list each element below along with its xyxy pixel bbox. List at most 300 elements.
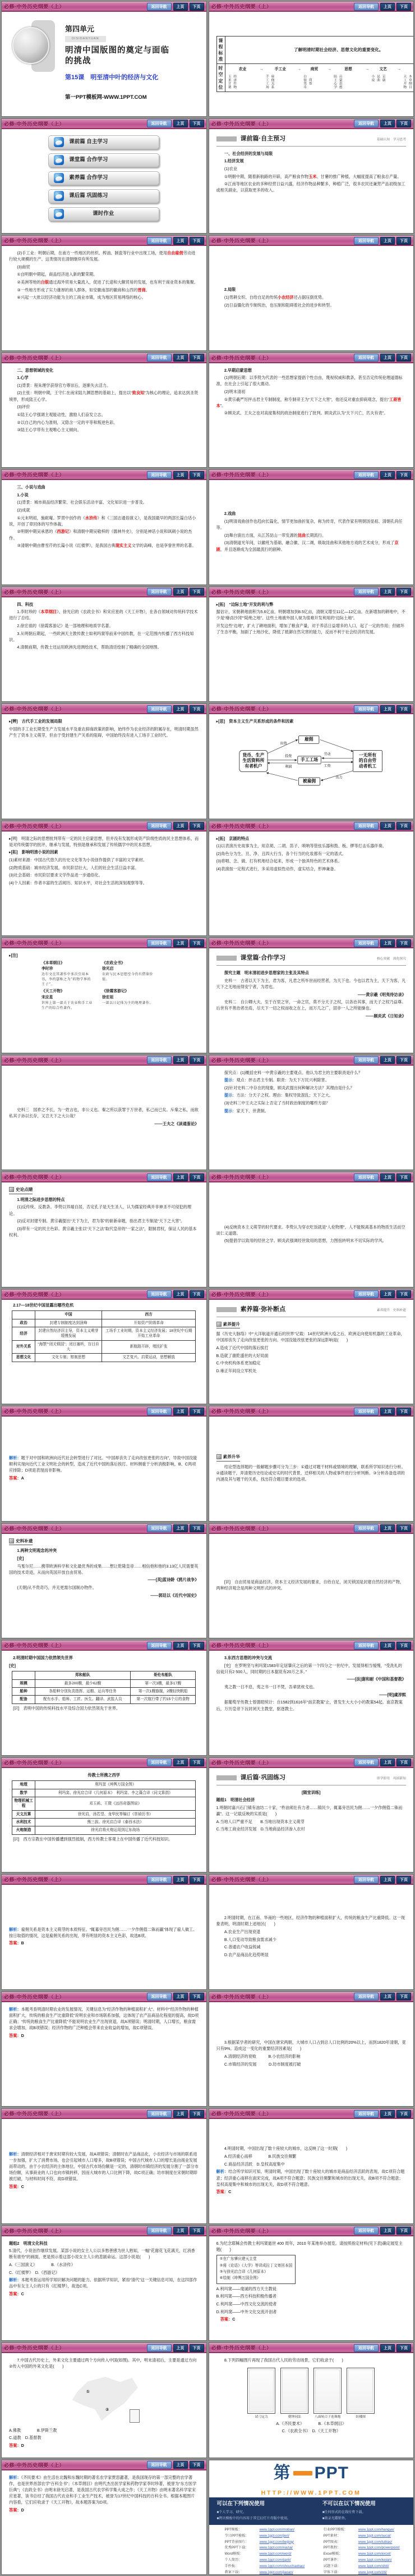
- prev-page-button[interactable]: 上页: [380, 471, 395, 479]
- back-nav-button[interactable]: 返回导航: [354, 1876, 379, 1884]
- slide-body: [2, 2002, 206, 2107]
- section-chip-icon: [216, 1775, 237, 1780]
- next-page-button[interactable]: 下页: [190, 120, 204, 127]
- back-nav-button[interactable]: 返回导航: [147, 3, 172, 11]
- material-box: [216, 2255, 296, 2284]
- text-paragraph: 3.根据某学者的研究，中国在唐宋两朝，大城市人口占到总人口比例的20%以上，而到1820年清朝，竟只有9%。造成这一变化的重要经济因素是( ): [216, 2040, 406, 2052]
- flow-children: [265, 75, 296, 89]
- lesson-series-title: 必修·中外历史纲要（上）: [4, 472, 64, 478]
- next-page-button[interactable]: 下页: [190, 588, 204, 596]
- prev-page-button[interactable]: 上页: [173, 2110, 188, 2118]
- menu-label: 课时作业: [93, 210, 114, 217]
- image-caption: 朝钟同法: [288, 2415, 301, 2419]
- next-page-button[interactable]: 下页: [396, 3, 411, 11]
- next-page-button[interactable]: 下页: [396, 1524, 411, 1532]
- back-nav-button[interactable]: 返回导航: [354, 939, 379, 947]
- slide: [209, 2226, 414, 2341]
- next-page-button[interactable]: 下页: [396, 1056, 411, 1064]
- footer-link[interactable]: www.1ppt.com/sucai/: [358, 2533, 391, 2538]
- menu-button-2[interactable]: [48, 153, 159, 167]
- next-page-button[interactable]: 下页: [396, 354, 411, 362]
- lesson-series-title: 必修·中外历史纲要（上）: [4, 1291, 64, 1298]
- back-nav-button[interactable]: 返回导航: [147, 588, 172, 596]
- footer-link-row: [225, 2533, 309, 2540]
- text-paragraph: (3)社会基础：市民阶层要求文学作品进一步通俗化。: [9, 873, 103, 878]
- direction-2-marker: ②: [105, 2406, 109, 2412]
- back-nav-button[interactable]: 返回导航: [354, 1993, 379, 2000]
- footer-link-row: [324, 2570, 408, 2574]
- footer-link-row: [225, 2557, 309, 2564]
- table-cell: 第一次1艘旗舰，2艘轻快帆船: [130, 1688, 196, 1696]
- slide-header-bar: [2, 1172, 206, 1182]
- blue-text: 解析：: [9, 2006, 21, 2012]
- next-page-button[interactable]: 下页: [190, 1876, 204, 1884]
- text-paragraph: 8.下列四幅图片再现了我国古代人民的劳动场景，它们收录于( ): [216, 2358, 343, 2363]
- menu-button-1[interactable]: [48, 135, 159, 149]
- text-paragraph: (2)反对封建专制。黄宗羲提出“天下为主，君为客”的崭新命题，指出君主专制是“天下之大害”。: [9, 1218, 185, 1224]
- back-nav-button[interactable]: 返回导航: [354, 2110, 379, 2118]
- prev-page-button[interactable]: 上页: [380, 1056, 395, 1064]
- lesson-series-title: 必修·中外历史纲要（上）: [4, 823, 64, 829]
- prev-page-button[interactable]: 上页: [173, 120, 188, 127]
- text-paragraph: 答案：A: [9, 1475, 24, 1481]
- red-text: 晋商: [137, 287, 146, 293]
- flow-child: 启蒙思想: [338, 74, 342, 89]
- back-nav-button[interactable]: 返回导航: [354, 237, 379, 245]
- slide-header-bar: [209, 1172, 414, 1182]
- back-nav-button[interactable]: 返回导航: [354, 471, 379, 479]
- back-nav-button[interactable]: 返回导航: [147, 354, 172, 362]
- slide-header-bar: [2, 2343, 206, 2353]
- prev-page-button[interactable]: 上页: [173, 588, 188, 596]
- prev-page-button[interactable]: 上页: [380, 120, 395, 127]
- prev-page-button[interactable]: 上页: [380, 705, 395, 713]
- next-page-button[interactable]: 下页: [190, 1642, 204, 1650]
- text-paragraph: 二、思想领域的变化: [9, 367, 54, 373]
- svg-text:雇佣: 雇佣: [304, 736, 313, 742]
- next-page-button[interactable]: 下页: [396, 2227, 411, 2235]
- slide-header-bar: [2, 821, 206, 832]
- red-text: 答案：: [9, 2033, 21, 2038]
- blue-text: 解析：: [9, 2151, 21, 2157]
- back-nav-button[interactable]: 返回导航: [147, 1759, 172, 1766]
- next-page-button[interactable]: 下页: [396, 237, 411, 245]
- blue-text: 解析：: [9, 1455, 21, 1460]
- text-paragraph: A.清朝经济的衰败 B.小农经济的影响: [216, 2054, 301, 2059]
- lesson-series-title: 必修·中外历史纲要（上）: [4, 2111, 64, 2117]
- slide: [209, 1874, 414, 1990]
- next-page-button[interactable]: 下页: [190, 1056, 204, 1064]
- text-paragraph: (2)主张：明朝中期，王守仁在南宋陆九渊思想的基础上，提出以“致良知”为核心的理论，追求达到圣贤境界，形成陆王心学。: [9, 390, 199, 402]
- text-paragraph: C.《农政全书》 D.《天工开物》: [282, 2428, 340, 2434]
- book-title: 《本草纲目》: [42, 961, 64, 965]
- text-paragraph: 解析：本题考查运用所学知识解决问题的能力。依据所学知识，紧扣“清代”这一关键信息可知，在这四部作品中有女主人公的只有《红楼梦》，故选C项。: [9, 2277, 197, 2289]
- prev-page-button[interactable]: 上页: [380, 822, 395, 830]
- footer-links-left: [225, 2527, 309, 2574]
- slide-header-bar: [2, 1875, 206, 1885]
- labor-image-figure: [347, 2368, 375, 2420]
- svg-text:手工工场: 手工工场: [300, 757, 318, 762]
- footer-link[interactable]: www.1ppt.com/jianli/: [259, 2558, 291, 2563]
- slide-header-bar: [2, 938, 206, 948]
- slide-header-bar: [2, 2109, 206, 2119]
- menu-button-3[interactable]: [48, 171, 159, 185]
- flow-unit: [370, 67, 396, 81]
- prev-page-button[interactable]: 上页: [173, 2344, 188, 2352]
- lesson-series-title: 必修·中外历史纲要（上）: [211, 1643, 272, 1648]
- back-nav-button[interactable]: 返回导航: [147, 1056, 172, 1064]
- slide-header-bar: [209, 938, 414, 948]
- slide: [209, 1406, 414, 1522]
- next-page-button[interactable]: 下页: [190, 3, 204, 11]
- data-table: [12, 1671, 196, 1704]
- back-nav-button[interactable]: 返回导航: [147, 1173, 172, 1181]
- next-page-button[interactable]: 下页: [396, 471, 411, 479]
- footer-link[interactable]: www.1ppt.com/excel/: [358, 2552, 391, 2556]
- next-page-button[interactable]: 下页: [190, 1524, 204, 1532]
- footer-link-label: 节日PPT模板：: [224, 2533, 249, 2538]
- lesson-series-title: 必修·中外历史纲要（上）: [4, 4, 64, 10]
- prev-page-button[interactable]: 上页: [173, 1759, 188, 1766]
- next-page-button[interactable]: 下页: [190, 354, 204, 362]
- back-nav-button[interactable]: 返回导航: [354, 1173, 379, 1181]
- table-row: [12, 1810, 196, 1818]
- text-paragraph: A.《三国演义》 B.《水浒传》: [9, 2262, 75, 2267]
- slide: [1, 2342, 207, 2458]
- prev-page-button[interactable]: 上页: [173, 1876, 188, 1884]
- text-paragraph: C.中央机构体系更加稳定: [216, 1360, 261, 1366]
- back-nav-button[interactable]: 返回导航: [147, 2344, 172, 2352]
- svg-text:出力: 出力: [335, 776, 343, 780]
- footer-link[interactable]: www.1ppt.com/jieri/: [259, 2533, 289, 2538]
- prev-page-button[interactable]: 上页: [173, 1173, 188, 1181]
- footer-link[interactable]: www.1ppt.com/beijing/: [259, 2540, 294, 2544]
- red-text: 白银: [40, 280, 49, 285]
- lesson-series-title: 必修·中外历史纲要（上）: [211, 1409, 272, 1414]
- prev-page-button[interactable]: 上页: [380, 1290, 395, 1298]
- back-nav-button[interactable]: 返回导航: [354, 1056, 379, 1064]
- text-paragraph: 四、科技: [9, 601, 34, 607]
- prev-page-button[interactable]: 上页: [380, 1524, 395, 1532]
- text-paragraph: (2)手工业：明朝后期，在南方一些地区的丝织、榨油、制瓷等行业中出现工场，使用自由雇佣劳动进行较大规模的生产。这类情况在清朝继续有所发展。: [9, 250, 196, 262]
- prev-page-button[interactable]: 上页: [380, 1173, 395, 1181]
- lesson-series-title: 必修·中外历史纲要（上）: [4, 1057, 64, 1063]
- prev-page-button[interactable]: 上页: [173, 237, 188, 245]
- prev-page-button[interactable]: 上页: [173, 705, 188, 713]
- prev-page-button[interactable]: 上页: [173, 1290, 188, 1298]
- next-page-button[interactable]: 下页: [190, 1290, 204, 1298]
- slide-body: [2, 1417, 206, 1521]
- back-nav-button[interactable]: 返回导航: [147, 2110, 172, 2118]
- footer-link[interactable]: www.1ppt.com/xiazai/: [259, 2546, 293, 2550]
- text-paragraph: B.造就了康乾盛世的大好局面: [216, 1353, 269, 1358]
- blue-text: 提示: [224, 1077, 233, 1083]
- next-page-button[interactable]: 下页: [190, 939, 204, 947]
- prev-page-button[interactable]: 上页: [380, 354, 395, 362]
- prev-page-button[interactable]: 上页: [173, 354, 188, 362]
- back-nav-button[interactable]: 返回导航: [147, 120, 172, 127]
- slide: [1, 1523, 207, 1639]
- pointer-label-text: 史论点睛: [16, 1187, 33, 1192]
- next-page-button[interactable]: 下页: [396, 2110, 411, 2118]
- table-row: [12, 1797, 196, 1810]
- prev-page-button[interactable]: 上页: [173, 2461, 188, 2469]
- pointer-label-text: 史料补遗: [16, 1538, 33, 1543]
- text-paragraph: ①陆王心学强调主观能动性，激励人们奋发立志。: [9, 412, 105, 417]
- next-page-button[interactable]: 下页: [396, 1759, 411, 1766]
- table-cell: 各船种分别负责指挥、运粮、运兵等任务: [35, 1688, 131, 1696]
- text-paragraph: (3)史料三中王夫之实际上否定了当时政治制度的哪些方面？: [216, 1100, 330, 1106]
- table-row: [12, 1319, 196, 1327]
- next-page-button[interactable]: 下页: [396, 1642, 411, 1650]
- prev-page-button[interactable]: 上页: [380, 588, 395, 596]
- prev-page-button[interactable]: 上页: [173, 3, 188, 11]
- lesson-series-title: 必修·中外历史纲要（上）: [211, 1760, 272, 1766]
- prev-page-button[interactable]: 上页: [173, 1642, 188, 1650]
- menu-button-5[interactable]: [48, 207, 159, 221]
- footer-link-row: [324, 2545, 408, 2551]
- slide-header-bar: [209, 587, 414, 597]
- text-paragraph: (2)物质基础：城市经济发展，市民阶层壮大，人们的社会生活日益丰富。: [9, 865, 139, 870]
- footer-link[interactable]: www.1ppt.com/hangye/: [358, 2527, 394, 2532]
- footer-link[interactable]: www.1ppt.com/jiaoan/: [259, 2570, 293, 2574]
- next-page-button[interactable]: 下页: [396, 120, 411, 127]
- next-page-button[interactable]: 下页: [396, 1173, 411, 1181]
- next-page-button[interactable]: 下页: [190, 1993, 204, 2000]
- text-paragraph: 7.中国古代历史上，外来文化主要通过两个方向传入中国(如图)。其中，明末清初后，主要是通过方向②传入中国的外来文化是( ): [9, 2358, 197, 2369]
- text-paragraph: 史料一 古者以天下为主，君为客，凡君之所毕世而经营者，为天下也。今也以君为主，天下为客，凡天下之无地而得安宁者，为君也。: [216, 978, 406, 989]
- prev-page-button[interactable]: 上页: [380, 2227, 395, 2235]
- text-paragraph: (1)男耕女织、自给自足的传统小农经济还占据压倒优势。: [216, 294, 326, 300]
- flow-arrow-icon: →: [297, 67, 301, 72]
- back-nav-button[interactable]: 返回导航: [147, 1876, 172, 1884]
- prev-page-button[interactable]: 上页: [380, 3, 395, 11]
- text-paragraph: ——[明]虞淳熙: [379, 1692, 406, 1697]
- lesson-series-title: 必修·中外历史纲要（上）: [211, 1994, 272, 2000]
- next-page-button[interactable]: 下页: [190, 2344, 204, 2352]
- labor-images-row: [216, 2368, 407, 2420]
- back-nav-button[interactable]: 返回导航: [147, 2227, 172, 2235]
- license-columns: [217, 2500, 406, 2522]
- lesson-series-title: 必修·中外历史纲要（上）: [211, 2228, 272, 2234]
- footer-link[interactable]: www.1ppt.com/moban/: [259, 2527, 295, 2532]
- next-page-button[interactable]: 下页: [396, 705, 411, 713]
- back-nav-button[interactable]: 返回导航: [147, 705, 172, 713]
- back-nav-button[interactable]: 返回导航: [354, 588, 379, 596]
- prev-page-button[interactable]: 上页: [173, 822, 188, 830]
- table-post-note: [识] 西方宗教在中国传播遭到强烈抵制，西方传教士客观上在中国传播了近代科技知识。: [9, 1836, 173, 1842]
- back-nav-button[interactable]: 返回导航: [354, 120, 379, 127]
- next-page-button[interactable]: 下页: [190, 2461, 204, 2469]
- slide-header-bar: [209, 236, 414, 246]
- prev-page-button[interactable]: 上页: [173, 2227, 188, 2235]
- text-paragraph: (3)带有一定的民主色彩。黄宗羲主张以“天下之法”取代皇帝的“一家之法”，限制君权，保证人民的基本权利。: [9, 1226, 197, 1238]
- slide: [209, 821, 414, 937]
- table-header-cell: 哥伦布船队: [130, 1671, 196, 1679]
- prev-page-button[interactable]: 上页: [173, 1056, 188, 1064]
- footer-link-row: [225, 2551, 309, 2557]
- next-page-button[interactable]: 下页: [396, 1408, 411, 1415]
- flow-child: 天工开物: [402, 74, 406, 89]
- text-paragraph: 题组1 明清社会经济: [216, 1797, 255, 1803]
- next-page-button[interactable]: 下页: [190, 1408, 204, 1415]
- slide-body: [2, 1885, 206, 1989]
- slide: [209, 1289, 414, 1405]
- table-pre-label: [史]: [9, 1662, 16, 1668]
- footer-link[interactable]: www.1ppt.com/shiti/: [358, 2564, 389, 2568]
- prev-page-button[interactable]: 上页: [380, 237, 395, 245]
- back-nav-button[interactable]: 返回导航: [147, 471, 172, 479]
- prev-page-button[interactable]: 上页: [380, 1408, 395, 1415]
- menu-button-4[interactable]: [48, 189, 159, 203]
- table-cell: 地理: [12, 1781, 35, 1789]
- table-header-cell: 西方: [102, 1311, 195, 1319]
- slide: [1, 118, 207, 234]
- slide-body: [2, 948, 206, 1053]
- prev-page-button[interactable]: 上页: [173, 1524, 188, 1532]
- prev-page-button[interactable]: 上页: [380, 1993, 395, 2000]
- map-figure-wrap: [9, 2373, 199, 2425]
- flow-child: 玉米甘薯: [227, 74, 231, 89]
- slide-body: [209, 2119, 414, 2223]
- back-nav-button[interactable]: 返回导航: [354, 2344, 379, 2352]
- back-nav-button[interactable]: 返回导航: [147, 1290, 172, 1298]
- next-page-button[interactable]: 下页: [190, 237, 204, 245]
- next-page-button[interactable]: 下页: [396, 1876, 411, 1884]
- table-cell: 物理机械工程: [12, 1797, 35, 1810]
- footer-links-panel: [209, 2525, 414, 2574]
- back-nav-button[interactable]: 返回导航: [354, 354, 379, 362]
- text-paragraph: (3)将唱、念、做、打有机地结合起来，形成一个独具特色的艺术体系。: [216, 858, 342, 864]
- next-page-button[interactable]: 下页: [190, 471, 204, 479]
- back-nav-button[interactable]: 返回导航: [354, 1524, 379, 1532]
- prev-page-button[interactable]: 上页: [380, 1642, 395, 1650]
- back-nav-button[interactable]: 返回导航: [354, 3, 379, 11]
- slide-body: [209, 832, 414, 936]
- back-nav-button[interactable]: 返回导航: [354, 705, 379, 713]
- slide-body: [209, 12, 414, 116]
- text-paragraph: (2)角色分为生、旦、净、丑四大行当，各个行当的化妆都有一定的谱式。: [216, 851, 347, 856]
- bookmark-icon: [9, 1187, 14, 1192]
- table-cell: 开始资产阶级革命: [102, 1319, 195, 1327]
- brand-logo: [274, 2460, 349, 2487]
- book-desc: 一部以日记体为主的地理著作。: [102, 1001, 153, 1005]
- footer-link[interactable]: www.1ppt.com/kejian/: [358, 2558, 392, 2563]
- prev-page-button[interactable]: 上页: [173, 1993, 188, 2000]
- footer-link-label: 优秀PPT下载：: [224, 2546, 249, 2550]
- text-paragraph: A.利玛窦——虔诚的西方天主教徒: [216, 2286, 276, 2291]
- next-page-button[interactable]: 下页: [396, 588, 411, 596]
- back-nav-button[interactable]: 返回导航: [354, 1408, 379, 1415]
- footer-link[interactable]: www.1ppt.com/word/: [259, 2552, 292, 2556]
- text-paragraph: 提示：方法：分天子之权。理由：集权导致混乱；天下之大。: [224, 1093, 333, 1098]
- lesson-series-title: 必修·中外历史纲要（上）: [4, 589, 64, 595]
- slide-body: [209, 714, 414, 819]
- back-nav-button[interactable]: 返回导航: [147, 1408, 172, 1415]
- table-cell: 最多200艘，最少62艘: [35, 1679, 131, 1687]
- back-nav-button[interactable]: 返回导航: [147, 2461, 172, 2469]
- text-paragraph: (1)素材来源：中国古代悠久的历史文化等为小说创作提供了丰富的文学素材。: [9, 857, 147, 862]
- text-paragraph: (2)针对史料二中存在的现象，顾炎武提出何种解决方法？其理由是什么？: [216, 1085, 354, 1090]
- next-page-button[interactable]: 下页: [190, 2227, 204, 2235]
- next-page-button[interactable]: 下页: [396, 2344, 411, 2352]
- section-title: 素养篇·弥补断点: [240, 1305, 286, 1313]
- footer-link[interactable]: www.1ppt.com/shouchaobao/: [259, 2564, 305, 2568]
- slide: [209, 469, 414, 585]
- back-nav-button[interactable]: 返回导航: [147, 1524, 172, 1532]
- back-nav-button[interactable]: 返回导航: [354, 2227, 379, 2235]
- prev-page-button[interactable]: 上页: [380, 1876, 395, 1884]
- next-page-button[interactable]: 下页: [190, 2110, 204, 2118]
- next-page-button[interactable]: 下页: [396, 1993, 411, 2000]
- back-nav-button[interactable]: 返回导航: [354, 1642, 379, 1650]
- slide-header-bar: [209, 1992, 414, 2002]
- next-page-button[interactable]: 下页: [396, 822, 411, 830]
- cover-text-area: [65, 16, 199, 112]
- slide-header-bar: [2, 119, 206, 129]
- book-author: 徐光启: [102, 966, 114, 971]
- next-page-button[interactable]: 下页: [396, 939, 411, 947]
- slide-body: [209, 2460, 414, 2575]
- next-page-button[interactable]: 下页: [190, 1173, 204, 1181]
- footer-link[interactable]: www.1ppt.com/ziti/: [358, 2570, 387, 2574]
- slide-header-bar: [209, 1524, 414, 1534]
- back-nav-button[interactable]: 返回导航: [147, 939, 172, 947]
- slide-header-bar: [209, 2226, 414, 2236]
- back-nav-button[interactable]: 返回导航: [147, 822, 172, 830]
- table-cell: 文艺复兴、启蒙运动，思想解放: [102, 1354, 195, 1362]
- menu-label: 课后篇 巩固练习: [69, 192, 108, 199]
- table-row: [12, 1327, 196, 1340]
- next-page-button[interactable]: 下页: [396, 1290, 411, 1298]
- lesson-series-title: 必修·中外历史纲要（上）: [4, 1525, 64, 1532]
- red-text: 致良知: [132, 390, 145, 396]
- next-page-button[interactable]: 下页: [190, 822, 204, 830]
- slide-body: [209, 480, 414, 584]
- back-nav-button[interactable]: 返回导航: [147, 1993, 172, 2000]
- slide-header-bar: [209, 1875, 414, 1885]
- book-title: 《农政全书》: [102, 961, 125, 965]
- footer-link[interactable]: www.1ppt.com/powerpoint/: [358, 2546, 400, 2550]
- next-page-button[interactable]: 下页: [190, 705, 204, 713]
- svg-text:投资: 投资: [284, 755, 292, 759]
- prev-page-button[interactable]: 上页: [380, 2110, 395, 2118]
- book-title: 《徐霞客游记》: [102, 989, 129, 994]
- table-row: [12, 1679, 196, 1687]
- prev-page-button[interactable]: 上页: [380, 2344, 395, 2352]
- back-nav-button[interactable]: 返回导航: [147, 1642, 172, 1650]
- section-tags: 核心突破 深化探究: [376, 957, 406, 961]
- text-paragraph: ——郭廷以《近代中国史》: [150, 1592, 199, 1598]
- back-nav-button[interactable]: 返回导航: [354, 1290, 379, 1298]
- prev-page-button[interactable]: 上页: [173, 471, 188, 479]
- lesson-series-title: 必修·中外历史纲要（上）: [211, 472, 272, 478]
- prev-page-button[interactable]: 上页: [173, 939, 188, 947]
- back-nav-button[interactable]: 返回导航: [147, 237, 172, 245]
- prev-page-button[interactable]: 上页: [380, 939, 395, 947]
- back-nav-button[interactable]: 返回导航: [354, 822, 379, 830]
- slide-body: [209, 1300, 414, 1404]
- table-row: [216, 36, 413, 64]
- slide-header-bar: [2, 1056, 206, 1066]
- slide: [1, 2108, 207, 2224]
- footer-link[interactable]: www.1ppt.com/tubiao/: [358, 2540, 393, 2544]
- back-nav-button[interactable]: 返回导航: [354, 1759, 379, 1766]
- prev-page-button[interactable]: 上页: [173, 1408, 188, 1415]
- next-page-button[interactable]: 下页: [190, 1759, 204, 1766]
- slide-body: [209, 1768, 414, 1872]
- prev-page-button[interactable]: 上页: [380, 1759, 395, 1766]
